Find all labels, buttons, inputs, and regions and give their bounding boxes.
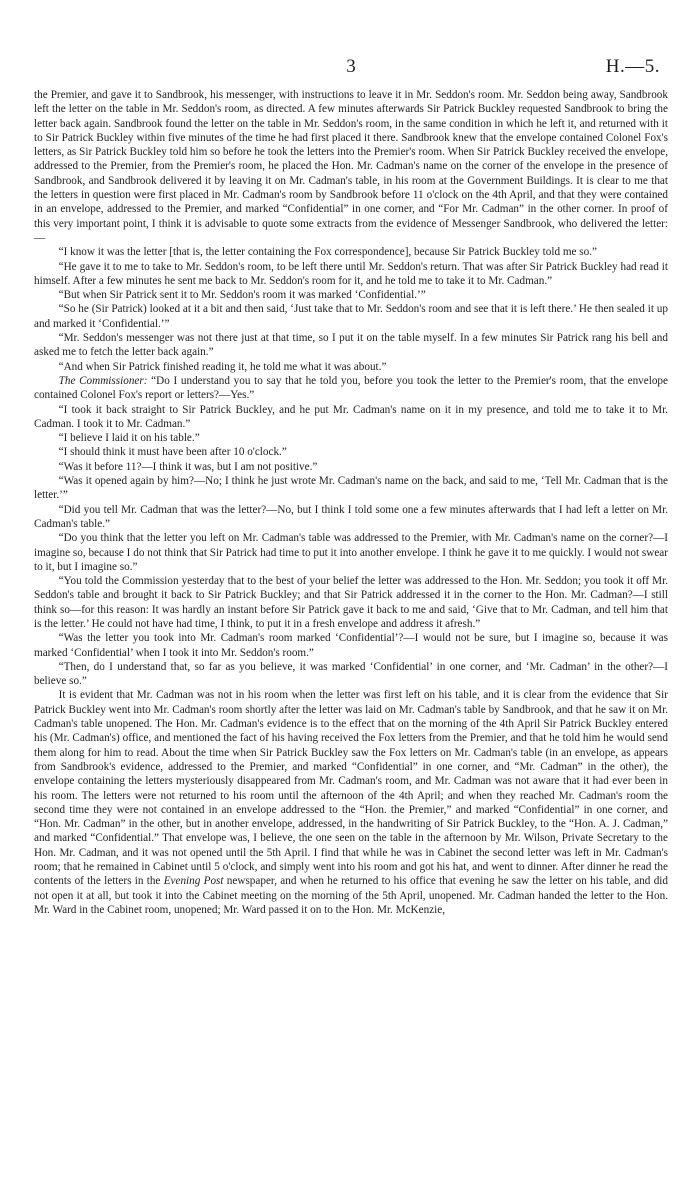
quote-paragraph: “I know it was the letter [that is, the letter containing the Fox correspondence], because Sir Patrick Buckley told me so.” [58, 246, 598, 259]
speaker-label: The Commissioner: [58, 374, 148, 387]
paragraph-text-continued: newspaper, and when he returned to his office that evening he saw the letter on his table, and did not open it at all, but took it into the Cabinet meeting on the morning of the 5th April, unopened. Mr. Cadman handed the letter to the Hon. Mr. Ward in the Cabinet room, unopened; Mr. Ward passed it on to the Hon. Mr. McKenzie, [34, 875, 668, 916]
quote-paragraph: “I believe I laid it on his table.” [58, 432, 200, 445]
quote-paragraph: “Was it before 11?—I think it was, but I am not positive.” [58, 460, 318, 473]
quote-paragraph: “You told the Commission yesterday that to the best of your belief the letter was addressed to the Hon. Mr. Seddon; you took it off Mr. Seddon's table and brought it back to Sir Patrick Buckley; and that Sir Patrick addressed it in the corner to the Hon. Mr. Cadman?—I still think so—for this reason: It was hardly an instant before Sir Patrick gave it back to me and said, ‘Give that to Mr. Cadman, and tell him that is the letter.’ He could not have had time, I think, to put it in a fresh envelope and address it afresh.” [34, 575, 668, 630]
quote-text: “Do I understand you to say that he told you, before you took the letter to the Premier's room, that the envelope contained Colonel Fox's report or letters?—Yes.” [34, 374, 668, 402]
quote-paragraph: “Did you tell Mr. Cadman that was the letter?—No, but I think I told some one a few minutes afterwards that I had left a letter on Mr. Cadman's table.” [34, 503, 668, 530]
quote-paragraph: “Do you think that the letter you left on Mr. Cadman's table was addressed to the Premier, with Mr. Cadman's name on the corner?—I imagine so, because I do not think that Sir Patrick had time to put it into another envelope. I think he gave it to me quickly. I would not swear to it, but I imagine so.” [34, 532, 668, 573]
quote-paragraph: “He gave it to me to take to Mr. Seddon's room, to be left there until Mr. Seddon's return. That was after Sir Patrick Buckley had read it himself. After a few minutes he sent me back to Mr. Seddon's room for it, and he told me to take it to Mr. Cadman.” [34, 260, 668, 287]
paragraph-text: It is evident that Mr. Cadman was not in his room when the letter was first left on his table, and it is clear from the evidence that Sir Patrick Buckley went into Mr. Cadman's room shortly after the letter was laid on Mr. Cadman's table by Sandbrook, and that he saw it on Mr. Cadman's table unopened. The Hon. Mr. Cadman's evidence is to the effect that on the morning of the 4th April Sir Patrick Buckley entered his (Mr. Cadman's) office, and mentioned the fact of his having received the Fox letters from the Premier, and that he told him he would send them along for him to read. About the time when Sir Patrick Buckley saw the Fox letters on Mr. Cadman's table (in an envelope, as appears from Sandbrook's evidence, addressed to the Premier, and marked “Confidential” in one corner, and “Mr. Cadman” in the other), the envelope containing the letters mysteriously disappeared from Mr. Cadman's room, and Mr. Cadman was not aware that it had ever been in his room. The letters were not returned to his room until the afternoon of the 4th April; and when they reached Mr. Cadman's room the second time they were not contained in an envelope addressed to the “Hon. the Premier,” and marked “Confidential” in one corner, and “Hon. Mr. Cadman” in the other, but in another envelope, addressed, in the handwriting of Sir Patrick Buckley, to the “Hon. A. J. Cadman,” and marked “Confidential.” That envelope was, I believe, the one seen on the table in the afternoon by Mr. Wilson, Private Secretary to the Hon. Mr. Cadman, and it was not opened until the 5th April. I find that while he was in Cabinet the second letter was left in Mr. Cadman's room; that he remained in Cabinet until 5 o'clock, and simply went into his room and got his hat, and went to dinner. After dinner he read the contents of the letters in the [34, 689, 668, 888]
paragraph: the Premier, and gave it to Sandbrook, his messenger, with instructions to leave it in Mr. Seddon's room. Mr. Seddon being away, Sandbrook left the letter on the table in Mr. Seddon's room, as directed. A few minutes afterwards Sir Patrick Buckley requested Sandbrook to bring the letter back again. Sandbrook found the letter on the table in Mr. Seddon's room, in the same condition in which he left it, and returned with it to Sir Patrick Buckley within five minutes of the time he had first placed it there. Sandbrook knew that the envelope contained Colonel Fox's letters, as Sir Patrick Buckley told him so before he took the letters into the Premier's room. When Sir Patrick Buckley received the envelope, addressed to the Premier, from the Premier's room, he placed the Hon. Mr. Cadman's name on the corner of the envelope in the presence of Sandbrook, and Sandbrook delivered it by leaving it on Mr. Cadman's table, in his room at the Government Buildings. It is clear to me that the letters in question were first placed in Mr. Cadman's room by Sandbrook before 11 o'clock on the 4th April, and that they were contained in an envelope, addressed to the Premier, and marked “Confidential” in one corner, and “For Mr. Cadman” in the other corner. In proof of this very important point, I think it is advisable to quote some extracts from the evidence of Messenger Sandbrook, who delivered the letter:— [34, 89, 668, 244]
page-number: 3 [346, 56, 356, 77]
quote-paragraph: “Then, do I understand that, so far as you believe, it was marked ‘Confidential’ in one corner, and ‘Mr. Cadman’ in the other?—I believe so.” [34, 660, 668, 688]
quote-paragraph: “And when Sir Patrick finished reading it, he told me what it was about.” [58, 360, 387, 373]
paragraph [34, 688, 668, 917]
document-reference: H.—5. [605, 56, 660, 77]
quote-paragraph: “Was it opened again by him?—No; I think he just wrote Mr. Cadman's name on the back, and said to me, ‘Tell Mr. Cadman that is the letter.’” [34, 475, 668, 502]
quote-paragraph: “I took it back straight to Sir Patrick Buckley, and he put Mr. Cadman's name on it in my presence, and told me to take it to Mr. Cadman. I took it to Mr. Cadman.” [34, 403, 668, 430]
quote-paragraph: “Mr. Seddon's messenger was not there just at that time, so I put it on the table myself. In a few minutes Sir Patrick rang his bell and asked me to fetch the letter back again.” [34, 332, 668, 359]
quote-paragraph: “Was the letter you took into Mr. Cadman's room marked ‘Confidential’?—I would not be sure, but I imagine so, because it was marked ‘Confidential’ when I took it into Mr. Seddon's room.” [34, 632, 668, 659]
quote-paragraph: “So he (Sir Patrick) looked at it a bit and then said, ‘Just take that to Mr. Seddon's room and see that it is left there.’ He then sealed it up and marked it ‘Confidential.’” [34, 303, 668, 330]
newspaper-title: Evening Post [163, 875, 224, 888]
quote-paragraph [34, 374, 668, 403]
quote-paragraph: “But when Sir Patrick sent it to Mr. Seddon's room it was marked ‘Confidential.’” [58, 289, 426, 302]
page-header [34, 56, 668, 88]
quote-paragraph: “I should think it must have been after 10 o'clock.” [58, 446, 287, 459]
body-text [34, 88, 668, 917]
